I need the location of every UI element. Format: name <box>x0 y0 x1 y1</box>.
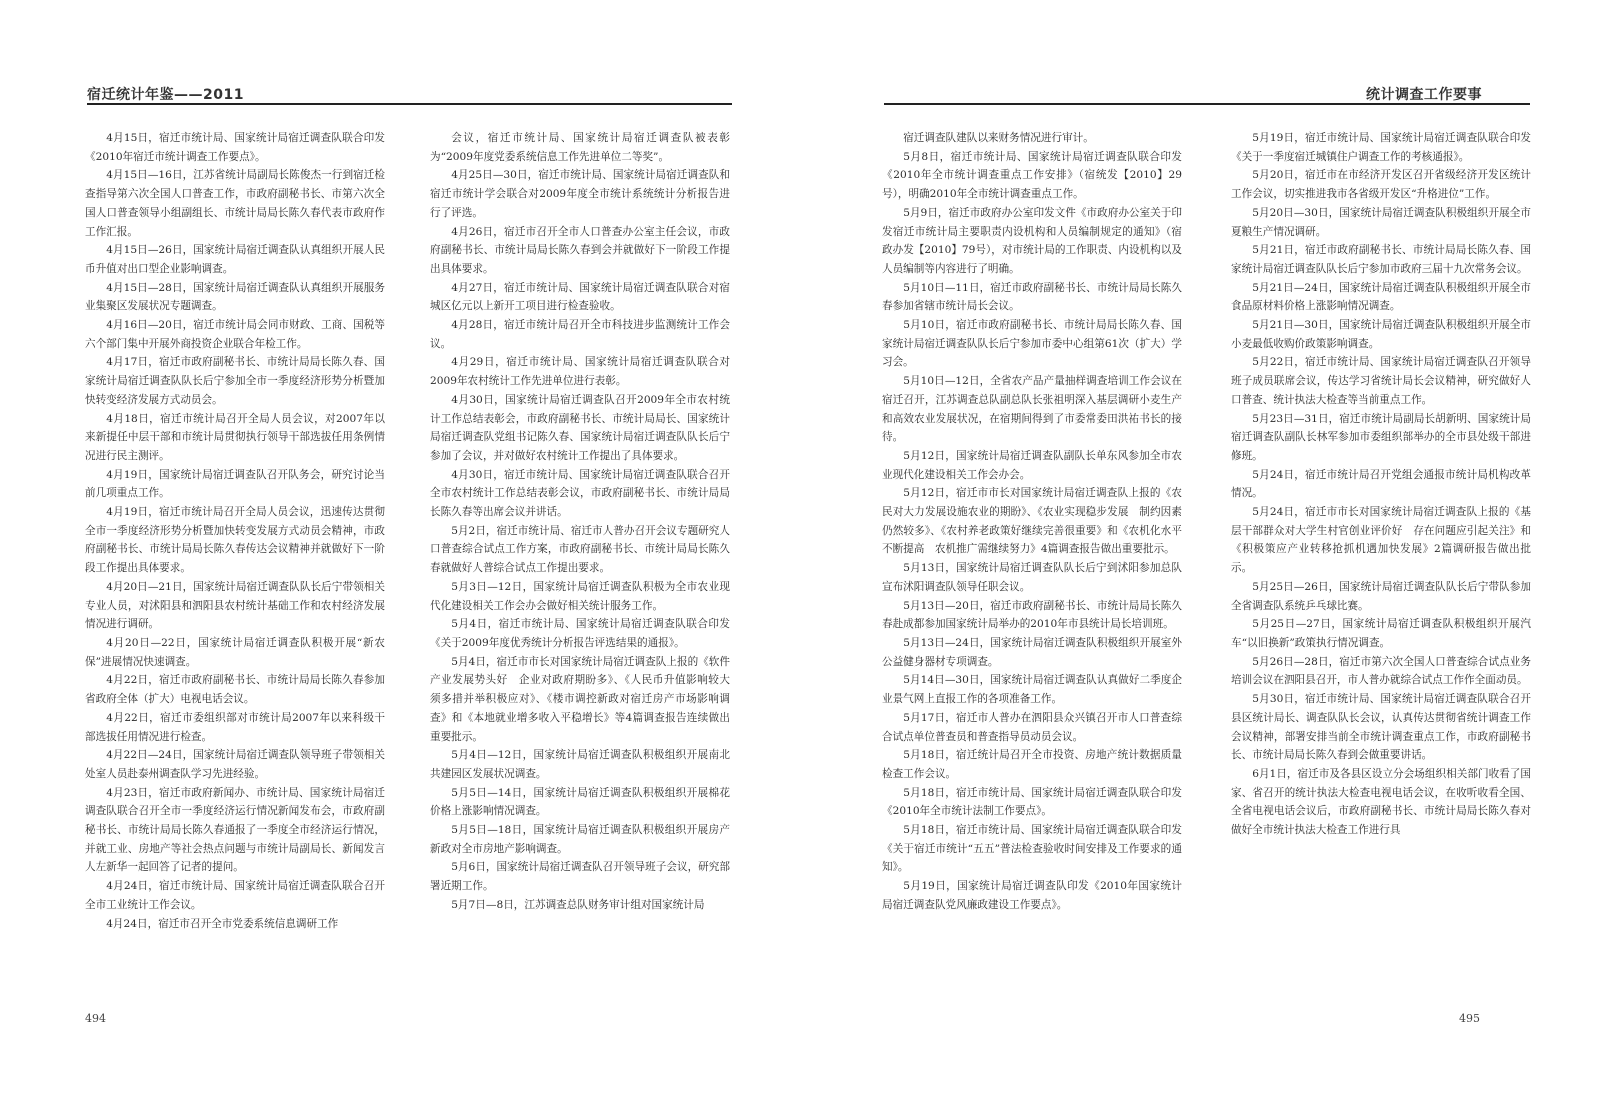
text-column-3 <box>882 129 1182 959</box>
text-column-2 <box>430 129 741 959</box>
right-page <box>804 0 1609 1099</box>
entry-paragraph: 5月17日，宿迁市人普办在泗阳县众兴镇召开市人口普查综合试点单位普查员和普查指导员动员会议。 <box>882 711 1182 743</box>
entry-paragraph: 5月30日，宿迁市统计局、国家统计局宿迁调查队联合召开县区统计局长、调查队队长会议，认真传达贯彻省统计调查工作会议精神，部署安排当前全市统计调查重点工作，市政府副秘书长、市统计局局长陈久春到会做重要讲话。 <box>1231 693 1531 762</box>
entry-paragraph: 4月26日，宿迁市召开全市人口普查办公室主任会议，市政府副秘书长、市统计局局长陈久春到会并就做好下一阶段工作提出具体要求。 <box>430 225 730 275</box>
entry-paragraph: 4月15日—26日，国家统计局宿迁调查队认真组织开展人民币升值对出口型企业影响调查。 <box>85 244 385 275</box>
text-column-1 <box>85 129 385 959</box>
entry-paragraph: 5月13日—20日，宿迁市政府副秘书长、市统计局局长陈久春赴成都参加国家统计局举办的2010年市县统计局长培训班。 <box>882 599 1182 631</box>
entry-paragraph: 5月4日，宿迁市统计局、国家统计局宿迁调查队联合印发《关于2009年度优秀统计分析报告评选结果的通报》。 <box>430 618 730 649</box>
entry-paragraph: 4月24日，宿迁市召开全市党委系统信息调研工作 <box>106 917 339 930</box>
entry-paragraph: 4月16日—20日，宿迁市统计局会同市财政、工商、国税等六个部门集中开展外商投资企业联合年检工作。 <box>85 319 385 350</box>
entry-paragraph: 5月13日，国家统计局宿迁调查队队长后宁到沭阳参加总队宣布沭阳调查队领导任职会议。 <box>882 562 1182 593</box>
entry-paragraph: 5月3日—12日，国家统计局宿迁调查队积极为全市农业现代化建设相关工作会办会做好相关统计服务工作。 <box>430 580 730 612</box>
entry-paragraph: 5月14日—30日，国家统计局宿迁调查队认真做好二季度企业景气网上直报工作的各项准备工作。 <box>882 674 1182 706</box>
entry-paragraph: 4月30日，宿迁市统计局、国家统计局宿迁调查队联合召开全市农村统计工作总结表彰会议，市政府副秘书长、市统计局局长陈久春等出席会议并讲话。 <box>430 468 730 519</box>
entry-paragraph: 5月10日，宿迁市政府副秘书长、市统计局局长陈久春、国家统计局宿迁调查队队长后宁参加市委中心组第61次（扩大）学习会。 <box>882 319 1182 369</box>
entry-paragraph: 4月15日—28日，国家统计局宿迁调查队认真组织开展服务业集聚区发展状况专题调查。 <box>85 281 385 313</box>
entry-paragraph: 5月10日—12日，全省农产品产量抽样调查培训工作会议在宿迁召开，江苏调查总队副总队长张祖明深入基层调研小麦生产和高效农业发展状况，在宿期间得到了市委常委田洪祐书长的接待。 <box>882 375 1182 444</box>
entry-paragraph: 5月5日—14日，国家统计局宿迁调查队积极组织开展棉花价格上涨影响情况调查。 <box>430 786 730 818</box>
entry-paragraph: 4月30日，国家统计局宿迁调查队召开2009年全市农村统计工作总结表彰会，市政府副秘书长、市统计局局长、国家统计局宿迁调查队党组书记陈久春、国家统计局宿迁调查队队长后宁参加了会议，并对做好农村统计工作提出了具体要求。 <box>430 393 730 462</box>
entry-paragraph: 4月25日—30日，宿迁市统计局、国家统计局宿迁调查队和宿迁市统计学会联合对2009年度全市统计系统统计分析报告进行了评选。 <box>430 169 730 219</box>
header-rule-left <box>87 103 732 105</box>
entry-paragraph: 4月15日，宿迁市统计局、国家统计局宿迁调查队联合印发《2010年宿迁市统计调查工作要点》。 <box>85 132 385 163</box>
entry-paragraph: 4月28日，宿迁市统计局召开全市科技进步监测统计工作会议。 <box>430 319 730 350</box>
entry-paragraph: 5月10日—11日，宿迁市政府副秘书长、市统计局局长陈久春参加省辖市统计局长会议。 <box>882 281 1182 313</box>
entry-paragraph: 4月23日，宿迁市政府新闻办、市统计局、国家统计局宿迁调查队联合召开全市一季度经济运行情况新闻发布会，市政府副秘书长、市统计局局长陈久春通报了一季度全市经济运行情况，并就工业、房地产等社会热点问题与市统计局副局长、新闻发言人左新华一起回答了记者的提问。 <box>85 786 385 874</box>
entry-paragraph: 4月19日，国家统计局宿迁调查队召开队务会，研究讨论当前几项重点工作。 <box>85 468 385 500</box>
entry-paragraph: 4月22日—24日，国家统计局宿迁调查队领导班子带领相关处室人员赴泰州调查队学习先进经验。 <box>85 749 385 780</box>
entry-paragraph: 5月19日，国家统计局宿迁调查队印发《2010年国家统计局宿迁调查队党风廉政建设工作要点》。 <box>882 880 1182 911</box>
entry-paragraph: 5月21日—30日，国家统计局宿迁调查队积极组织开展全市小麦最低收购价政策影响调查。 <box>1231 319 1531 350</box>
page-number-right: 495 <box>1459 1012 1480 1025</box>
entry-paragraph: 5月9日，宿迁市政府办公室印发文件《市政府办公室关于印发宿迁市统计局主要职责内设机构和人员编制规定的通知》（宿政办发【2010】79号），对市统计局的工作职责、内设机构以及人员编制等内容进行了明确。 <box>882 206 1182 275</box>
entry-paragraph: 4月29日，宿迁市统计局、国家统计局宿迁调查队联合对2009年农村统计工作先进单位进行表彰。 <box>430 356 730 388</box>
entry-paragraph: 5月13日—24日，国家统计局宿迁调查队积极组织开展室外公益健身器材专项调查。 <box>882 636 1182 668</box>
running-head-left: 宿迁统计年鉴——2011 <box>87 87 244 103</box>
entry-paragraph: 4月24日，宿迁市统计局、国家统计局宿迁调查队联合召开全市工业统计工作会议。 <box>85 880 385 911</box>
page-number-left: 494 <box>85 1012 106 1025</box>
entry-paragraph: 4月19日，宿迁市统计局召开全局人员会议，迅速传达贯彻全市一季度经济形势分析暨加快转变发展方式动员会精神，市政府副秘书长、市统计局局长陈久春传达会议精神并就做好下一阶段工作提出具体要求。 <box>85 506 385 575</box>
text-column-4 <box>1231 129 1531 959</box>
entry-paragraph: 5月18日，宿迁市统计局、国家统计局宿迁调查队联合印发《2010年全市统计法制工作要点》。 <box>882 786 1182 818</box>
entry-paragraph: 4月17日，宿迁市政府副秘书长、市统计局局长陈久春、国家统计局宿迁调查队队长后宁参加全市一季度经济形势分析暨加快转变经济发展方式动员会。 <box>85 356 385 406</box>
entry-paragraph: 4月27日，宿迁市统计局、国家统计局宿迁调查队联合对宿城区亿元以上新开工项目进行检查验收。 <box>430 281 730 313</box>
entry-paragraph: 会议，宿迁市统计局、国家统计局宿迁调查队被表彰为“2009年度党委系统信息工作先进单位二等奖”。 <box>430 132 730 163</box>
entry-paragraph: 5月5日—18日，国家统计局宿迁调查队积极组织开展房产新政对全市房地产影响调查。 <box>430 824 730 855</box>
entry-paragraph: 4月18日，宿迁市统计局召开全局人员会议，对2007年以来新提任中层干部和市统计局贯彻执行领导干部选拔任用条例情况进行民主测评。 <box>85 412 385 462</box>
entry-paragraph: 5月24日，宿迁市市长对国家统计局宿迁调查队上报的《基层干部群众对大学生村官创业评价好 存在问题应引起关注》和《积极策应产业转移抢抓机遇加快发展》2篇调研报告做出批示。 <box>1231 506 1531 575</box>
entry-paragraph: 5月26日—28日，宿迁市第六次全国人口普查综合试点业务培训会议在泗阳县召开，市人普办就综合试点工作作全面动员。 <box>1231 655 1531 687</box>
entry-paragraph: 5月24日，宿迁市统计局召开党组会通报市统计局机构改革情况。 <box>1231 468 1531 500</box>
entry-paragraph: 5月23日—31日，宿迁市统计局副局长胡新明、国家统计局宿迁调查队副队长林军参加市委组织部举办的全市县处级干部进修班。 <box>1231 412 1531 462</box>
entry-paragraph: 5月21日，宿迁市政府副秘书长、市统计局局长陈久春、国家统计局宿迁调查队队长后宁参加市政府三届十九次常务会议。 <box>1231 244 1531 275</box>
entry-paragraph: 4月20日—21日，国家统计局宿迁调查队队长后宁带领相关专业人员，对沭阳县和泗阳县农村统计基础工作和农村经济发展情况进行调研。 <box>85 580 385 631</box>
running-head-right: 统计调查工作要事 <box>1366 87 1482 103</box>
entry-paragraph: 5月2日，宿迁市统计局、宿迁市人普办召开会议专题研究人口普查综合试点工作方案，市政府副秘书长、市统计局局长陈久春就做好人普综合试点工作提出要求。 <box>430 524 730 575</box>
entry-paragraph: 5月6日，国家统计局宿迁调查队召开领导班子会议，研究部署近期工作。 <box>430 861 730 893</box>
header-rule-right <box>884 103 1530 105</box>
entry-paragraph: 4月22日，宿迁市政府副秘书长、市统计局局长陈久春参加省政府全体（扩大）电视电话会议。 <box>85 674 385 706</box>
left-page <box>0 0 804 1099</box>
entry-paragraph: 5月4日，宿迁市市长对国家统计局宿迁调查队上报的《软件产业发展势头好 企业对政府期盼多》、《人民币升值影响较大 须多措并举积极应对》、《楼市调控新政对宿迁房产市场影响调查》和《本地就业增多收入平稳增长》等4篇调查报告连续做出重要批示。 <box>430 655 741 743</box>
entry-paragraph: 5月8日，宿迁市统计局、国家统计局宿迁调查队联合印发《2010年全市统计调查重点工作安排》（宿统发【2010】29号），明确2010年全市统计调查重点工作。 <box>882 150 1182 201</box>
entry-paragraph: 5月7日—8日，江苏调查总队财务审计组对国家统计局 <box>451 898 705 911</box>
entry-paragraph: 4月20日—22日，国家统计局宿迁调查队积极开展“新农保”进展情况快速调查。 <box>85 636 385 668</box>
entry-paragraph: 4月15日—16日，江苏省统计局副局长陈俊杰一行到宿迁检查指导第六次全国人口普查工作，市政府副秘书长、市第六次全国人口普查领导小组副组长、市统计局局长陈久春代表市政府作工作汇报。 <box>85 169 385 238</box>
entry-paragraph: 6月1日，宿迁市及各县区设立分会场组织相关部门收看了国家、省召开的统计执法大检查电视电话会议，在收听收看全国、全省电视电话会议后，市政府副秘书长、市统计局局长陈久春对做好全市统计执法大检查工作进行具 <box>1231 767 1531 837</box>
entry-paragraph: 5月19日，宿迁市统计局、国家统计局宿迁调查队联合印发《关于一季度宿迁城镇住户调查工作的考核通报》。 <box>1231 132 1531 163</box>
entry-paragraph: 5月20日—30日，国家统计局宿迁调查队积极组织开展全市夏粮生产情况调研。 <box>1231 206 1531 238</box>
entry-paragraph: 5月20日，宿迁市在市经济开发区召开省级经济开发区统计工作会议，切实推进我市各省级开发区“升格进位”工作。 <box>1231 169 1531 201</box>
entry-paragraph: 5月18日，宿迁统计局召开全市投资、房地产统计数据质量检查工作会议。 <box>882 749 1182 780</box>
entry-paragraph: 5月22日，宿迁市统计局、国家统计局宿迁调查队召开领导班子成员联席会议，传达学习省统计局长会议精神，研究做好人口普查、统计执法大检查等当前重点工作。 <box>1231 356 1531 406</box>
entry-paragraph: 5月18日，宿迁市统计局、国家统计局宿迁调查队联合印发《关于宿迁市统计“五五”普法检查验收时间安排及工作要求的通知》。 <box>882 824 1182 874</box>
entry-paragraph: 4月22日，宿迁市委组织部对市统计局2007年以来科级干部选拔任用情况进行检查。 <box>85 711 385 743</box>
entry-paragraph: 5月25日—26日，国家统计局宿迁调查队队长后宁带队参加全省调查队系统乒乓球比赛。 <box>1231 580 1531 612</box>
entry-paragraph: 5月4日—12日，国家统计局宿迁调查队积极组织开展南北共建园区发展状况调查。 <box>430 749 730 780</box>
entry-paragraph: 宿迁调查队建队以来财务情况进行审计。 <box>903 132 1094 144</box>
entry-paragraph: 5月21日—24日，国家统计局宿迁调查队积极组织开展全市食品原材料价格上涨影响情况调查。 <box>1231 281 1531 313</box>
entry-paragraph: 5月12日，宿迁市市长对国家统计局宿迁调查队上报的《农民对大力发展设施农业的期盼》、《农业实现稳步发展 制约因素仍然较多》、《农村养老政策好继续完善很重要》和《农机化水平不断提高 农机推广需继续努力》4篇调查报告做出重要批示。 <box>882 487 1182 556</box>
entry-paragraph: 5月25日—27日，国家统计局宿迁调查队积极组织开展汽车“以旧换新”政策执行情况调查。 <box>1231 618 1531 649</box>
entry-paragraph: 5月12日，国家统计局宿迁调查队副队长单东风参加全市农业现代化建设相关工作会办会。 <box>882 449 1182 481</box>
